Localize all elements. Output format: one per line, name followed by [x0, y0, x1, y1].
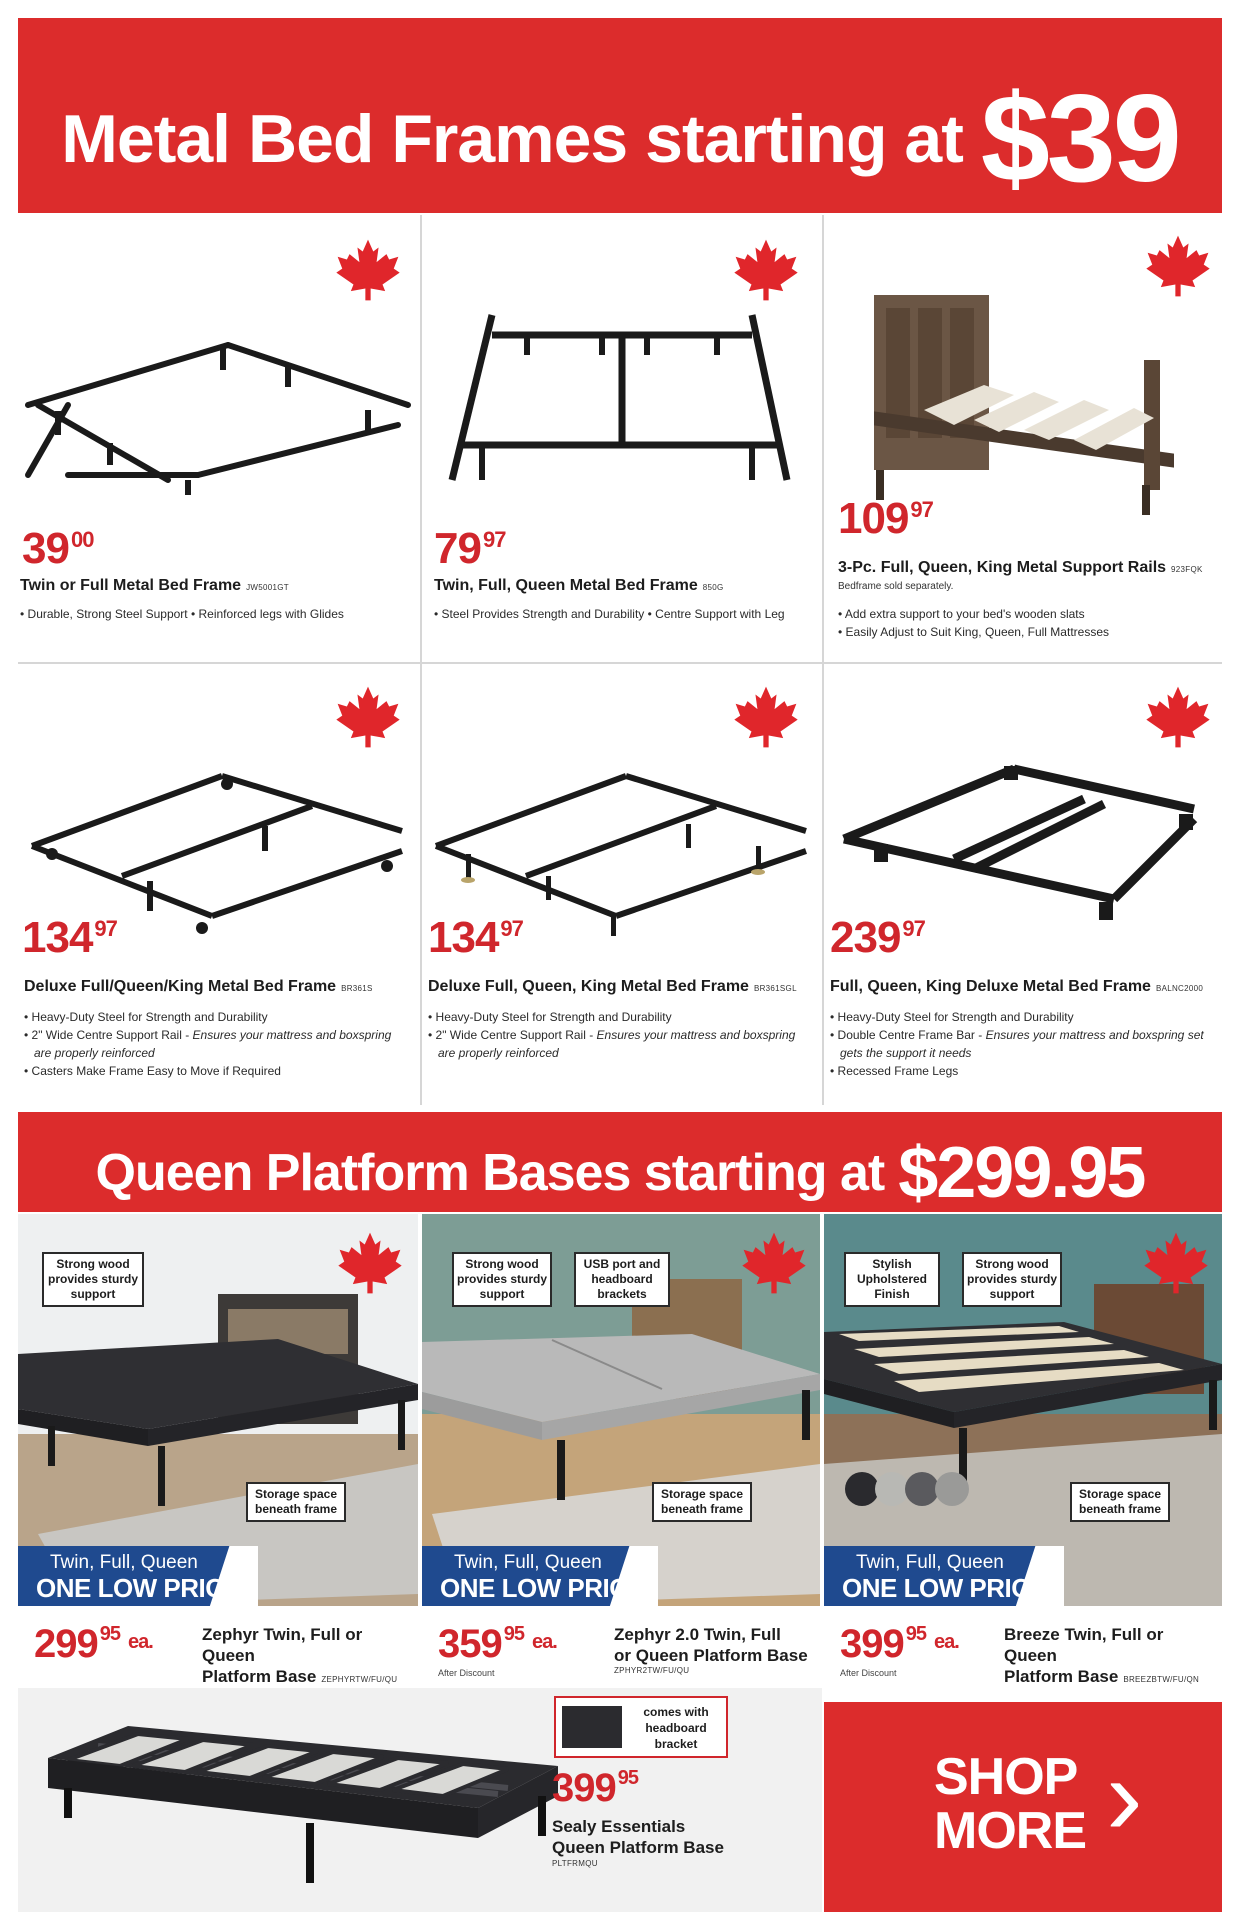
price: $109^{97}$: [838, 494, 933, 543]
product-card[interactable]: [422, 215, 820, 660]
after-discount-note: After Discount: [840, 1668, 897, 1678]
maple-leaf-icon: [1142, 1230, 1210, 1296]
feature-item: • 2" Wide Centre Support Rail - Ensures your mattress and boxspring: [428, 1028, 796, 1042]
feature-item: • 2" Wide Centre Support Rail - Ensures your mattress and boxspring: [24, 1028, 392, 1042]
feature-callout: Strong wood provides sturdy support: [452, 1252, 552, 1307]
feature-item: • Heavy-Duty Steel for Strength and Durability: [830, 1010, 1074, 1024]
feature-item: gets the support it needs: [840, 1046, 972, 1060]
price: $134^{97}$: [428, 913, 523, 962]
shop-more-button[interactable]: [824, 1702, 1222, 1912]
bed-frame-image: [18, 315, 418, 495]
maple-leaf-icon: [1144, 684, 1212, 750]
product-name: Twin, Full, Queen Metal Bed Frame 850G: [434, 577, 724, 594]
feature-callout: Strong wood provides sturdy support: [962, 1252, 1062, 1307]
price-ribbon: [422, 1546, 658, 1606]
feature-item: • Steel Provides Strength and Durability • Centre Support with Leg: [434, 607, 785, 621]
feature-callout: USB port and headboard brackets: [574, 1252, 670, 1307]
feature-callout: Storage space beneath frame: [1070, 1482, 1170, 1522]
bed-frame-image: [426, 756, 816, 936]
feature-list: [838, 605, 1109, 641]
feature-callout: Stylish Upholstered Finish: [844, 1252, 940, 1307]
feature-item: • Double Centre Frame Bar - Ensures your mattress and boxspring set: [830, 1028, 1204, 1042]
price: $79^{97}$: [434, 524, 506, 573]
feature-callout: Storage space beneath frame: [246, 1482, 346, 1522]
feature-list: [830, 1008, 1204, 1080]
product-name: Deluxe Full/Queen/King Metal Bed Frame BR361S: [24, 978, 373, 995]
price: $39^{00}$: [22, 524, 94, 573]
feature-item: are properly reinforced: [438, 1046, 559, 1060]
bed-frame-image: [22, 756, 412, 936]
after-discount-note: After Discount: [438, 1668, 495, 1678]
platform-bed-image: [38, 1708, 558, 1898]
product-note: Bedframe sold separately.: [838, 581, 954, 592]
product-card[interactable]: [18, 215, 418, 660]
feature-callout: Strong wood provides sturdy support: [42, 1252, 144, 1307]
product-name: 3-Pc. Full, Queen, King Metal Support Rails 923FQK: [838, 559, 1203, 576]
bracket-callout: comes with headboard bracket: [554, 1696, 728, 1758]
feature-list: [434, 605, 785, 623]
product-name: Deluxe Full, Queen, King Metal Bed Frame BR361SGL: [428, 978, 797, 995]
maple-leaf-icon: [732, 237, 800, 303]
feature-item: • Recessed Frame Legs: [830, 1064, 959, 1078]
price: 359 $^{95}$ $^{ea.}$: [438, 1622, 557, 1666]
product-name: Twin or Full Metal Bed Frame JW5001GT: [20, 577, 289, 594]
platform-photo[interactable]: [18, 1214, 418, 1606]
price: $134^{97}$: [22, 913, 117, 962]
price: $239^{97}$: [830, 913, 925, 962]
ribbon-headline: ONE LOW PRICE!: [36, 1573, 249, 1603]
ribbon-headline: ONE LOW PRICE!: [842, 1573, 1055, 1603]
feature-item: • Heavy-Duty Steel for Strength and Durability: [24, 1010, 268, 1024]
product-name: Zephyr 2.0 Twin, Full or Queen Platform Base ZPHYR2TW/FU/QU: [614, 1625, 808, 1675]
ribbon-sizes: Twin, Full, Queen: [856, 1552, 1004, 1573]
feature-item: • Durable, Strong Steel Support • Reinforced legs with Glides: [20, 607, 344, 621]
support-rails-image: [864, 280, 1194, 520]
feature-item: • Casters Make Frame Easy to Move if Required: [24, 1064, 281, 1078]
bed-frame-image: [834, 744, 1214, 934]
banner-price: $39: [980, 70, 1179, 208]
feature-list: [428, 1008, 795, 1062]
banner-platform-bases: [18, 1112, 1222, 1212]
price: 399 $^{95}$ $^{ea.}$: [840, 1622, 959, 1666]
platform-photo[interactable]: [422, 1214, 820, 1606]
banner-lead: Metal Bed Frames starting at: [61, 101, 963, 177]
feature-callout: Storage space beneath frame: [652, 1482, 752, 1522]
maple-leaf-icon: [334, 684, 402, 750]
product-name: Sealy Essentials Queen Platform Base PLTFRMQU: [552, 1817, 724, 1868]
chevron-right-icon: ›: [1106, 1735, 1143, 1858]
maple-leaf-icon: [334, 237, 402, 303]
price-ribbon: [824, 1546, 1064, 1606]
feature-list: [24, 1008, 391, 1080]
banner-lead: Queen Platform Bases starting at: [95, 1144, 885, 1202]
banner-metal-frames: [18, 18, 1222, 213]
ribbon-sizes: Twin, Full, Queen: [454, 1552, 602, 1573]
price: 299 $^{95}$ $^{ea.}$: [34, 1622, 153, 1666]
product-name: Breeze Twin, Full or Queen Platform Base BREEZBTW/FU/QN: [1004, 1625, 1200, 1686]
banner-price: $299.95: [898, 1133, 1145, 1212]
feature-item: are properly reinforced: [34, 1046, 155, 1060]
platform-photo[interactable]: [824, 1214, 1222, 1606]
bed-frame-image: [442, 295, 802, 495]
ribbon-headline: ONE LOW PRICE!: [440, 1573, 653, 1603]
feature-item: • Heavy-Duty Steel for Strength and Durability: [428, 1010, 672, 1024]
price-ribbon: [18, 1546, 258, 1606]
sealy-product-card[interactable]: [18, 1688, 822, 1912]
shop-more-label: SHOP MORE: [934, 1748, 1086, 1860]
feature-item: • Add extra support to your bed's wooden slats: [838, 607, 1085, 621]
product-name: Full, Queen, King Deluxe Metal Bed Frame BALNC2000: [830, 978, 1204, 995]
feature-item: • Easily Adjust to Suit King, Queen, Full Mattresses: [838, 625, 1109, 639]
bracket-icon: [562, 1706, 622, 1748]
maple-leaf-icon: [336, 1230, 404, 1296]
price: 399 $^{95}$: [552, 1766, 638, 1810]
ribbon-sizes: Twin, Full, Queen: [50, 1552, 198, 1573]
maple-leaf-icon: [732, 684, 800, 750]
product-name: Zephyr Twin, Full or Queen Platform Base ZEPHYRTW/FU/QU: [202, 1625, 398, 1686]
product-card[interactable]: [824, 215, 1222, 660]
maple-leaf-icon: [740, 1230, 808, 1296]
feature-list: [20, 605, 344, 623]
